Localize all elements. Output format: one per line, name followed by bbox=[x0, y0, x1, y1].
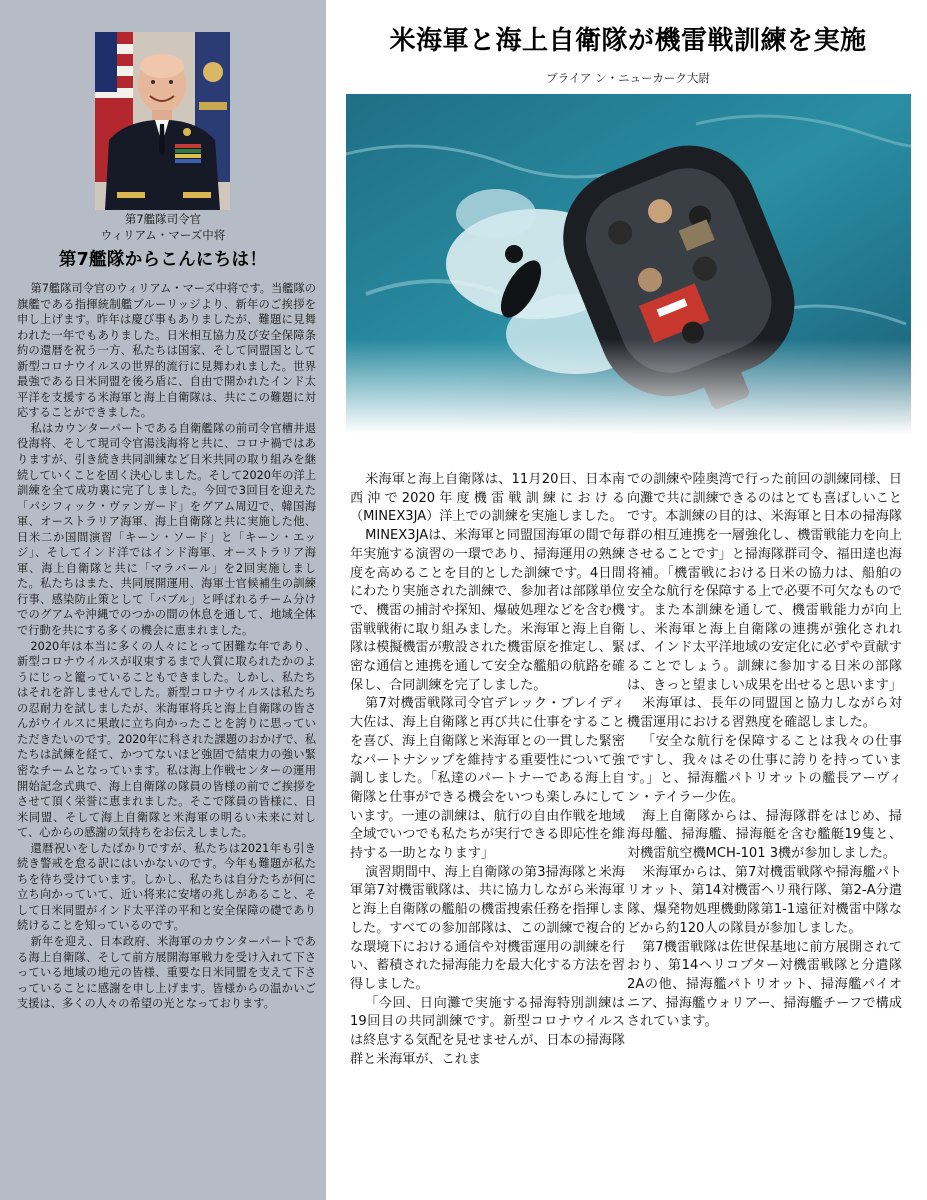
caption-title: 第7艦隊司令官 bbox=[124, 212, 202, 226]
sidebar-body bbox=[17, 281, 316, 1012]
article-column-2 bbox=[627, 471, 902, 1032]
portrait-caption bbox=[0, 211, 326, 243]
sidebar-paragraph: 私はカウンターパートである自衛艦隊の前司令官槽井退役海将、そして現司令官湯浅海将と共に、コロナ禍ではありますが、引き続き共同訓練など日米共同の取り組みを継続していくことを固く決心しました。そして2020年の洋上訓練を全て成功裏に完了しました。今回で3回目を迎えた「パシフィック・ヴァンガード」をグアム周辺で、韓国海軍、オーストラリア海軍、海上自衛隊と共に実施した他、日米二か国間演習「キーン・ソード」と「キーン・エッジ」、そしてインド洋ではインド海軍、オーストラリア海軍、海上自衛隊と共に「マラバール」を2回実施しました。私たちはまた、共同展開運用、海軍士官候補生の訓練行事、感染防止策として「バブル」と呼ばれるチーム分けでのグアムや沖縄でのつかの間の休息を通して、地域全体で行動を共にする多くの機会に恵まれました。 bbox=[17, 421, 316, 638]
article-paragraph: 「今回、日向灘で実施する掃海特別訓練は19回目の共同訓練です。新型コロナウイルスは終息する気配を見せませんが、日本の掃海隊群と米海軍が、これま bbox=[350, 995, 625, 1067]
article-paragraph: 米海軍からは、第7対機雷戦隊や掃海艦パトリオット、第14対機雷ヘリ飛行隊、第2-A分遣隊、爆発物処理機動隊第1-1遠征対機雷中隊などから約120人の隊員が参加しました。 bbox=[627, 864, 902, 936]
commander-greeting-sidebar bbox=[0, 0, 326, 1200]
caption-name: ウィリアム・マーズ中将 bbox=[100, 228, 226, 242]
article-byline: ブライア ン・ニューカーク大尉 bbox=[546, 71, 710, 85]
article-paragraph: 米海軍は、長年の同盟国と協力しながら対機雷運用における習熟度を確認しました。 bbox=[627, 696, 902, 731]
article-paragraph: 演習期間中、海上自衛隊の第3掃海隊と米海軍第7対機雷戦隊は、共に協力しながら米海軍と海上自衛隊の艦船の機雷捜索任務を指揮しました。すべての参加部隊は、この訓練で複合的な環境下における通信や対機雷運用の訓練を行い、蓄積された掃海能力を最大化する方法を習得しました。 bbox=[350, 864, 625, 992]
article-paragraph: 第7対機雷戦隊司令官デレック・ブレイディ大佐は、海上自衛隊と再び共に仕事をすることを喜び、海上自衛隊と米海軍との一貫した緊密なパートナシップを維持する重要性について強調しました。「私達のパートナーである海上自衛隊と仕事ができる機会をいつも楽しみにしています。一連の訓練は、航行の自由作戦を地域全域でいつでも私たちが実行できる即応性を維持する一助となります」 bbox=[350, 696, 625, 862]
article-paragraph: 米海軍と海上自衛隊は、11月20日、日本南西沖で2020年度機雷戦訓練における（MINEX3JA）洋上での訓練を実施しました。 bbox=[350, 472, 625, 525]
sidebar-paragraph: 還暦祝いをしたばかりですが、私たちは2021年も引き続き警戒を怠る訳にはいかないのです。今年も難題が私たちを待ち受けています。しかし、私たちは自分たちが何に立ち向かっていて、近い将来に安堵の兆しがあること、そして日米同盟がインド太平洋の平和と安全保障の礎であり続けることを知っているのです。 bbox=[17, 841, 316, 933]
boat-training-photo bbox=[346, 94, 911, 434]
article-column-1 bbox=[350, 471, 625, 1070]
article-paragraph: での訓練や陸奥湾で行った前回の訓練同様、日向灘で共に訓練できるのはとても喜ばしいことです。本訓練の目的は、米海軍と日本の掃海隊群の相互連携を一層強化し、機雷戦能力を向上させることです」と掃海隊群司令、福田達也海将補。「機雷戦における日米の協力は、船舶の安全な航行を保障する上で必要不可欠なものです。また本訓練を通して、機雷戦能力が向上し、米海軍と海上自衛隊の連携が強化されれば、インド太平洋地域の安定化に必ずや貢献することでしょう。訓練に参加する日米の部隊は、きっと望ましい成果を出せると思います」 bbox=[627, 472, 902, 693]
sidebar-heading: 第7艦隊からこんにちは！ bbox=[58, 250, 268, 270]
sidebar-paragraph: 新年を迎え、日本政府、米海軍のカウンターパートである海上自衛隊、そして前方展開海軍戦力を受け入れて下さっている地域の地元の皆様、重要な日米同盟を支えて下さっていることに感謝を申し上げます。皆様からの温かいご支援は、多くの人々の希望の光となっております。 bbox=[17, 934, 316, 1011]
article-paragraph: MINEX3JAは、米海軍と同盟国海軍の間で毎年実施する演習の一環であり、掃海運用の熟練度を高めることを目的とした訓練です。4日間にわたり実施された訓練で、参加者は部隊単位で、機雷の捕討や探知、爆破処理などを含む機雷戦戦術に取り組みました。米海軍と海上自衛隊は模擬機雷が敷設された機雷原を推定し、緊密な通信と連携を通して安全な艦船の航路を確保し、合同訓練を完了しました。 bbox=[350, 528, 625, 693]
article-title: 米海軍と海上自衛隊が機雷戦訓練を実施 bbox=[389, 26, 867, 56]
article-paragraph: 第7機雷戦隊は佐世保基地に前方展開されており、第14ヘリコプター対機雷戦隊と分遣隊2Aの他、掃海艦パトリオット、掃海艦パイオニア、掃海艦ウォリアー、掃海艦チーフで構成されています。 bbox=[627, 939, 902, 1030]
sidebar-paragraph: 2020年は本当に多くの人々にとって困難な年であり、新型コロナウイルスが収束するまで人質に取られたかのようにじっと籠っていることもできました。しかし、私たちはそれを許しませんでした。新型コロナウイルスは私たちの忍耐力を試しましたが、米海軍将兵と海上自衛隊の皆さんがウイルスに果敢に立ち向かったことを誇りに思っていただきたいのです。2020年に科された課題のおかげで、私たちは試練を経て、かつてないほど強固で結束力の強い緊密なチームとなっています。私は海上作戦センターの運用開始記念式典で、海上自衛隊の隊員の皆様の前でご挨拶をさせて頂く栄誉に恵まれました。そこで隊員の皆様に、日米同盟、そして海上自衛隊と米海軍の明るい未来に対して、心からの感謝の気持ちをお伝えしました。 bbox=[17, 639, 316, 840]
article-paragraph: 「安全な航行を保障することは我々の仕事ですし、我々はその仕事に誇りを持っています。」と、掃海艦パトリオットの艦長アーヴィン・テイラー少佐。 bbox=[627, 733, 902, 805]
article-paragraph: 海上自衛隊からは、掃海隊群をはじめ、掃海母艦、掃海艦、掃海艇を含む艦艇19隻と、対機雷航空機MCH-101 3機が参加しました。 bbox=[627, 808, 902, 862]
sidebar-paragraph: 第7艦隊司令官のウィリアム・マーズ中将です。当艦隊の旗艦である指揮統制艦ブルーリッジより、新年のご挨拶を申し上げます。昨年は慶び事もありましたが、難題に見舞われた一年でもありました。日米相互協力及び安全保障条約の還暦を祝う一方、私たちは国家、そして同盟国として新型コロナウイルスの世界的流行に見舞われました。世界最強である日米同盟を後ろ盾に、自由で開かれたインド太平洋を支援する米海軍と海上自衛隊は、共にこの難題に対応することができました。 bbox=[17, 282, 316, 420]
commander-portrait-image bbox=[95, 32, 230, 210]
